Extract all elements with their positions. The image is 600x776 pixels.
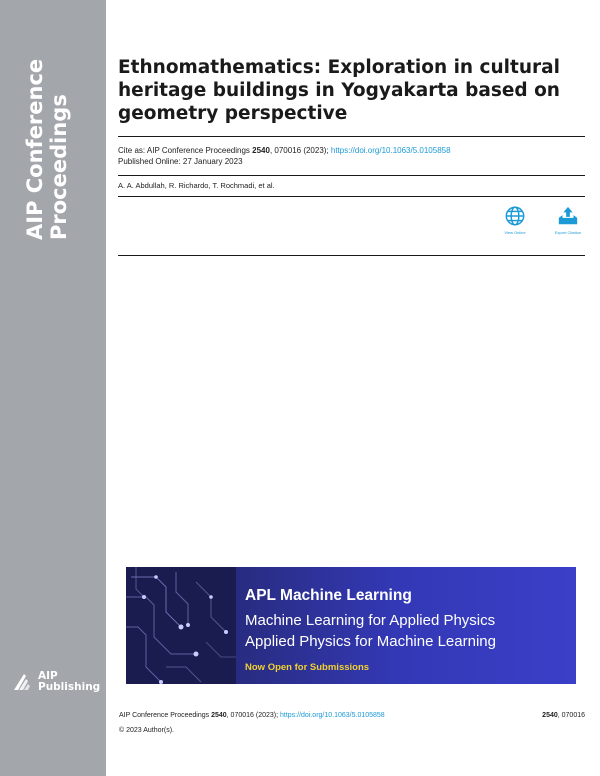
view-online-button[interactable] <box>495 205 535 235</box>
ad-line2: Applied Physics for Machine Learning <box>245 633 496 650</box>
doi-link[interactable]: https://doi.org/10.1063/5.0105858 <box>330 146 451 155</box>
export-citation-button[interactable] <box>548 205 588 235</box>
advertisement-banner[interactable] <box>126 567 576 684</box>
cite-volume: 2540 <box>252 146 270 155</box>
footer-cite-suffix: , 070016 (2023); <box>226 712 280 719</box>
circuit-graphic <box>126 567 236 684</box>
logo-line1: AIP <box>38 670 58 682</box>
cite-prefix: Cite as: AIP Conference Proceedings <box>118 146 253 155</box>
export-icon <box>557 205 579 227</box>
published-date: Published Online: 27 January 2023 <box>118 157 243 166</box>
copyright: © 2023 Author(s). <box>119 727 174 734</box>
ad-cta[interactable]: Now Open for Submissions <box>245 662 370 673</box>
footer-citation <box>119 712 385 719</box>
footer-page-id <box>542 712 585 719</box>
footer-volume: 2540 <box>211 712 227 719</box>
footer-cite-prefix: AIP Conference Proceedings <box>119 712 212 719</box>
divider-top <box>118 136 585 137</box>
aip-logo-icon <box>12 670 36 694</box>
journal-name-line1: AIP Conference <box>23 58 47 240</box>
globe-icon <box>504 205 526 227</box>
divider-authors <box>118 196 585 197</box>
divider-bottom <box>118 255 585 256</box>
footer-right-suffix: , 070016 <box>557 712 585 719</box>
citation-block <box>118 145 451 167</box>
journal-name-line2: Proceedings <box>47 94 71 240</box>
authors: A. A. Abdullah, R. Richardo, T. Rochmadi, et al. <box>118 181 275 190</box>
logo-line2: Publishing <box>38 681 101 693</box>
footer-doi-link[interactable]: https://doi.org/10.1063/5.0105858 <box>280 712 385 719</box>
ad-line1: Machine Learning for Applied Physics <box>245 612 496 629</box>
export-citation-label: Export Citation <box>554 230 582 235</box>
view-online-label: View Online <box>504 230 526 235</box>
divider-middle <box>118 175 585 176</box>
cite-suffix: , 070016 (2023); <box>269 146 331 155</box>
footer-right-volume: 2540 <box>542 712 558 719</box>
ad-title: APL Machine Learning <box>245 587 412 604</box>
citation-line <box>118 145 451 156</box>
aip-publishing-logo[interactable] <box>12 670 100 694</box>
sidebar <box>0 0 106 776</box>
article-title: Ethnomathematics: Exploration in cultural heritage buildings in Yogyakarta based on geometry perspective <box>118 57 560 124</box>
journal-name <box>23 0 71 240</box>
